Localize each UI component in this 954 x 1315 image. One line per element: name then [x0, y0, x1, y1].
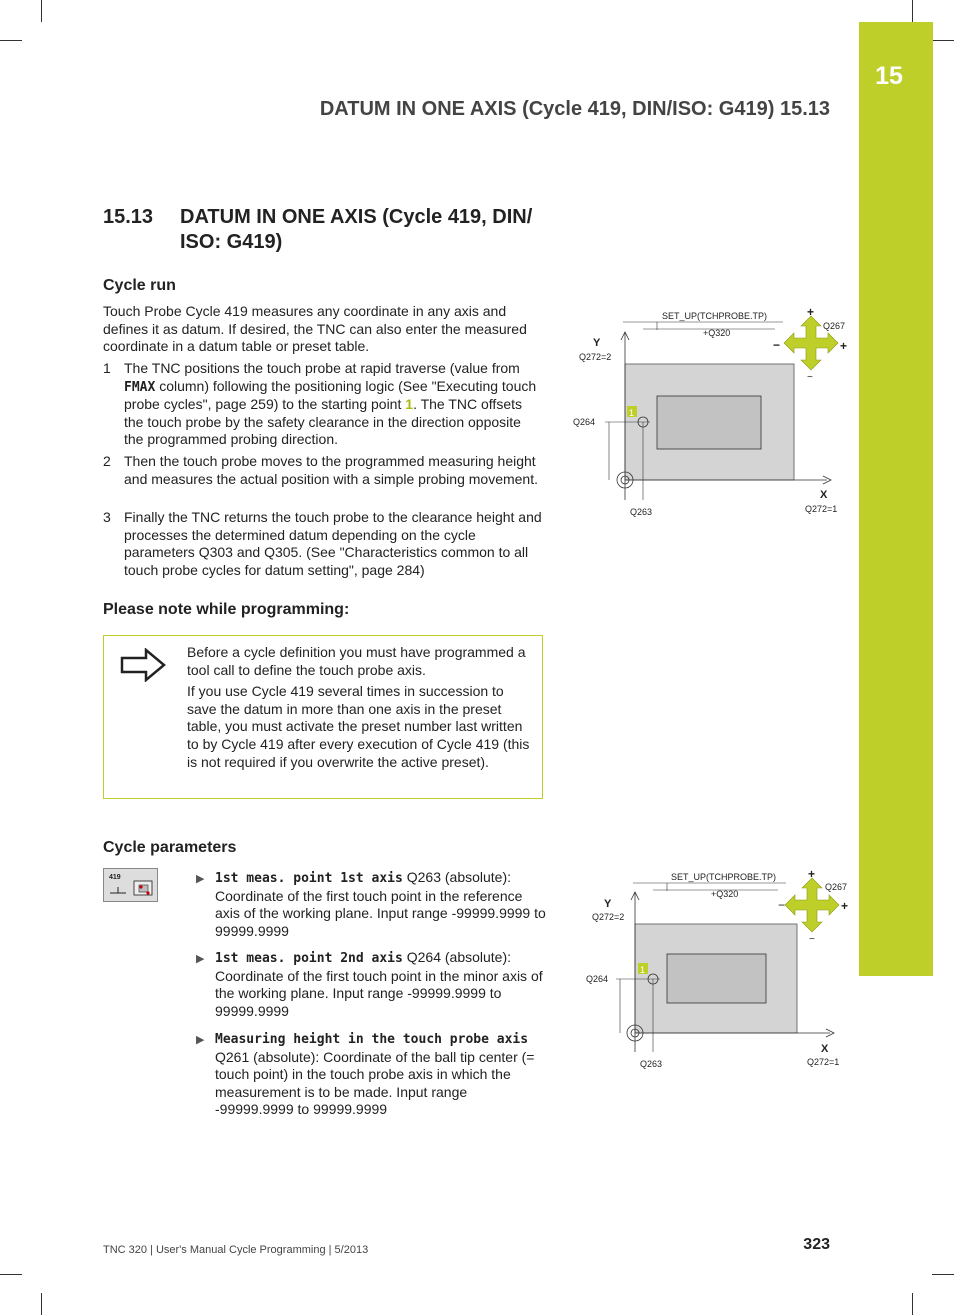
x-axis-label: X — [821, 1043, 829, 1055]
note-paragraph: Before a cycle definition you must have programmed a tool call to define the touch probe axis. — [187, 644, 526, 678]
minus-label: − — [773, 338, 781, 352]
page-footer: TNC 320 | User's Manual Cycle Programming | 5/2013 — [103, 1244, 369, 1256]
crop-mark — [932, 1274, 954, 1275]
minus-label: − — [778, 898, 786, 912]
list-text: Finally the TNC returns the touch probe to the clearance height and processes the determined datum depending on the cycle parameters Q303 and Q305. (See "Characteristics common to all touch probe cycles for datum setting", page 284) — [124, 509, 542, 578]
list-text: The TNC positions the touch probe at rapid traverse (value from FMAX column) following the positioning logic (See "Executing touch probe cycles", page 259) to the starting point 1. The TNC offsets the touch probe by the safety clearance in the direction opposite the programmed probing direction. — [124, 360, 537, 448]
minus-label: − — [809, 934, 815, 945]
chapter-number: 15 — [875, 62, 903, 90]
param-name: Measuring height in the touch probe axis — [215, 1032, 529, 1047]
param-description: Q263 (absolute): Coordinate of the first touch point in the reference axis of the working plane. Input range -99999.9999 to 99999.9999 — [215, 869, 546, 939]
q272-1-label: Q272=1 — [805, 504, 838, 514]
icon-label: 419 — [109, 874, 121, 881]
chapter-tab — [859, 22, 933, 976]
y-axis-label: Y — [604, 898, 612, 910]
section-title-text: DATUM IN ONE AXIS (Cycle 419, DIN/ ISO: G419) — [180, 206, 533, 253]
list-number: 2 — [103, 453, 111, 469]
q320-label: +Q320 — [711, 889, 739, 899]
section-number: 15.13 — [103, 206, 154, 228]
x-axis-label: X — [820, 489, 828, 501]
param-name: 1st meas. point 1st axis — [215, 871, 403, 886]
q267-label: Q267 — [823, 321, 846, 331]
list-text: Then the touch probe moves to the programmed measuring height and measures the actual position with a simple probing movement. — [124, 453, 538, 487]
q264-label: Q264 — [573, 417, 596, 427]
code-fmax: FMAX — [124, 379, 156, 395]
triangle-bullet-icon: ▶ — [196, 953, 205, 965]
starting-point-ref: 1 — [405, 396, 414, 413]
q320-label: +Q320 — [703, 328, 731, 338]
triangle-bullet-icon: ▶ — [196, 873, 205, 885]
q263-label: Q263 — [640, 1059, 663, 1069]
q263-label: Q263 — [630, 507, 653, 517]
minus-label: − — [807, 372, 813, 383]
q272-2-label: Q272=2 — [579, 352, 612, 362]
q267-label: Q267 — [825, 882, 848, 892]
list-number: 3 — [103, 509, 111, 525]
q272-2-label: Q272=2 — [592, 912, 625, 922]
cycle-419-softkey-icon — [103, 868, 158, 902]
point-label: 1 — [629, 408, 635, 418]
plus-label: + — [840, 339, 848, 353]
set-up-label: SET_UP(TCHPROBE.TP) — [671, 872, 777, 882]
crop-mark — [0, 40, 22, 41]
crop-mark — [41, 1293, 42, 1315]
arrow-right-icon — [120, 648, 166, 682]
q272-1-label: Q272=1 — [807, 1057, 840, 1067]
page-number: 323 — [803, 1236, 830, 1253]
plus-label: + — [808, 867, 816, 881]
triangle-bullet-icon: ▶ — [196, 1034, 205, 1046]
crop-mark — [0, 1274, 22, 1275]
crop-mark — [41, 0, 42, 22]
param-description: Q261 (absolute): Coordinate of the ball tip center (= touch point) in the touch probe axis in which the measurement is to be made. Input range -99999.9999 to 99999.9999 — [215, 1048, 535, 1118]
cycle-run-intro: Touch Probe Cycle 419 measures any coordinate in any axis and defines it as datum. If desired, the TNC can also enter the measured coordinate in a datum table or preset table. — [103, 303, 527, 355]
point-label: 1 — [640, 965, 646, 975]
q264-label: Q264 — [586, 974, 609, 984]
crop-mark — [912, 0, 913, 22]
note-box — [103, 635, 543, 799]
cycle-419-diagram-params — [578, 862, 858, 1077]
param-description: Q264 (absolute): Coordinate of the first touch point in the minor axis of the working plane. Input range -99999.9999 to 99999.9999 — [215, 949, 543, 1019]
note-heading: Please note while programming: — [103, 601, 350, 618]
crop-mark — [932, 40, 954, 41]
param-name: 1st meas. point 2nd axis — [215, 951, 403, 966]
y-axis-label: Y — [593, 337, 601, 349]
crop-mark — [912, 1293, 913, 1315]
running-head: DATUM IN ONE AXIS (Cycle 419, DIN/ISO: G419) 15.13 — [319, 98, 830, 120]
cycle-run-heading: Cycle run — [103, 277, 176, 294]
note-paragraph: If you use Cycle 419 several times in succession to save the datum in more than one axis in the preset table, you must activate the preset number last written to by Cycle 419 after every execution of Cycle 419 (this is not required if you overwrite the active preset). — [187, 683, 530, 770]
plus-label: + — [807, 305, 815, 319]
set-up-label: SET_UP(TCHPROBE.TP) — [662, 311, 768, 321]
list-number: 1 — [103, 360, 111, 376]
plus-label: + — [841, 899, 849, 913]
params-heading: Cycle parameters — [103, 839, 237, 856]
cycle-419-diagram — [565, 300, 855, 525]
